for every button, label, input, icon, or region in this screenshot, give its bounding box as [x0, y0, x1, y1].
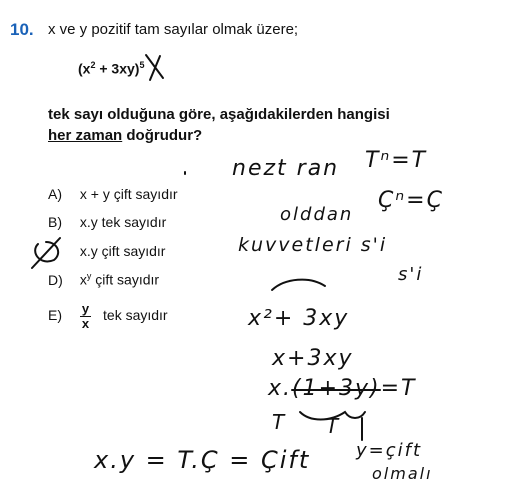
- prompt-line1: tek sayı olduğuna göre, aşağıdakilerden hangisi: [48, 106, 390, 123]
- prompt-underlined: her zaman: [48, 127, 123, 144]
- handwriting-line5: x²+ 3xy: [248, 306, 350, 331]
- question-number: 10.: [10, 20, 34, 39]
- handwriting-line2: Çⁿ=Ç: [378, 188, 444, 213]
- expression-base: (x: [78, 60, 91, 77]
- fraction-denominator: x: [81, 316, 90, 331]
- question-stem: x ve y pozitif tam sayılar olmak üzere;: [48, 21, 299, 38]
- option-letter: E): [48, 307, 62, 324]
- option-text: x.y tek sayıdır: [79, 214, 167, 230]
- option-text: x.y çift sayıdır: [79, 243, 166, 259]
- option-text-rest: çift sayıdır: [95, 271, 160, 288]
- handwriting-line1b: Tⁿ=T: [365, 148, 428, 173]
- option-letter: A): [48, 186, 62, 202]
- handwriting-line3: olddan: [280, 204, 354, 225]
- handwriting-line6: x+3xy: [272, 346, 354, 371]
- expression-rest: + 3xy): [99, 60, 140, 77]
- handwriting-line4b: s'i: [398, 264, 424, 285]
- option-text-base: x: [79, 271, 87, 288]
- fraction-numerator: y: [81, 301, 90, 316]
- handwriting-line8a: T: [272, 410, 287, 434]
- handwriting-line7: x.(1+3y)=T: [268, 376, 417, 401]
- option-text: x + y çift sayıdır: [79, 186, 178, 202]
- handwriting-line4: kuvvetleri s'i: [238, 234, 388, 256]
- option-letter: B): [48, 214, 62, 230]
- prompt-rest: doğrudur?: [126, 127, 203, 144]
- handwriting-line9: x.y = T.Ç = Çift: [94, 446, 311, 474]
- handwriting-line11: olmalı: [372, 464, 433, 483]
- expression-tail-exponent: 5: [139, 60, 145, 70]
- expression-exponent: 2: [90, 60, 96, 70]
- option-text: tek sayıdır: [103, 307, 168, 324]
- option-letter: D): [48, 271, 63, 288]
- crossout-stroke: [146, 55, 163, 80]
- handwriting-line8b: T: [326, 414, 341, 438]
- arc-stroke: [272, 280, 325, 290]
- handwriting-line10: y=çift: [356, 440, 423, 461]
- option-text-sup: y: [86, 271, 92, 281]
- handwriting-line1: nezt ran: [232, 156, 340, 181]
